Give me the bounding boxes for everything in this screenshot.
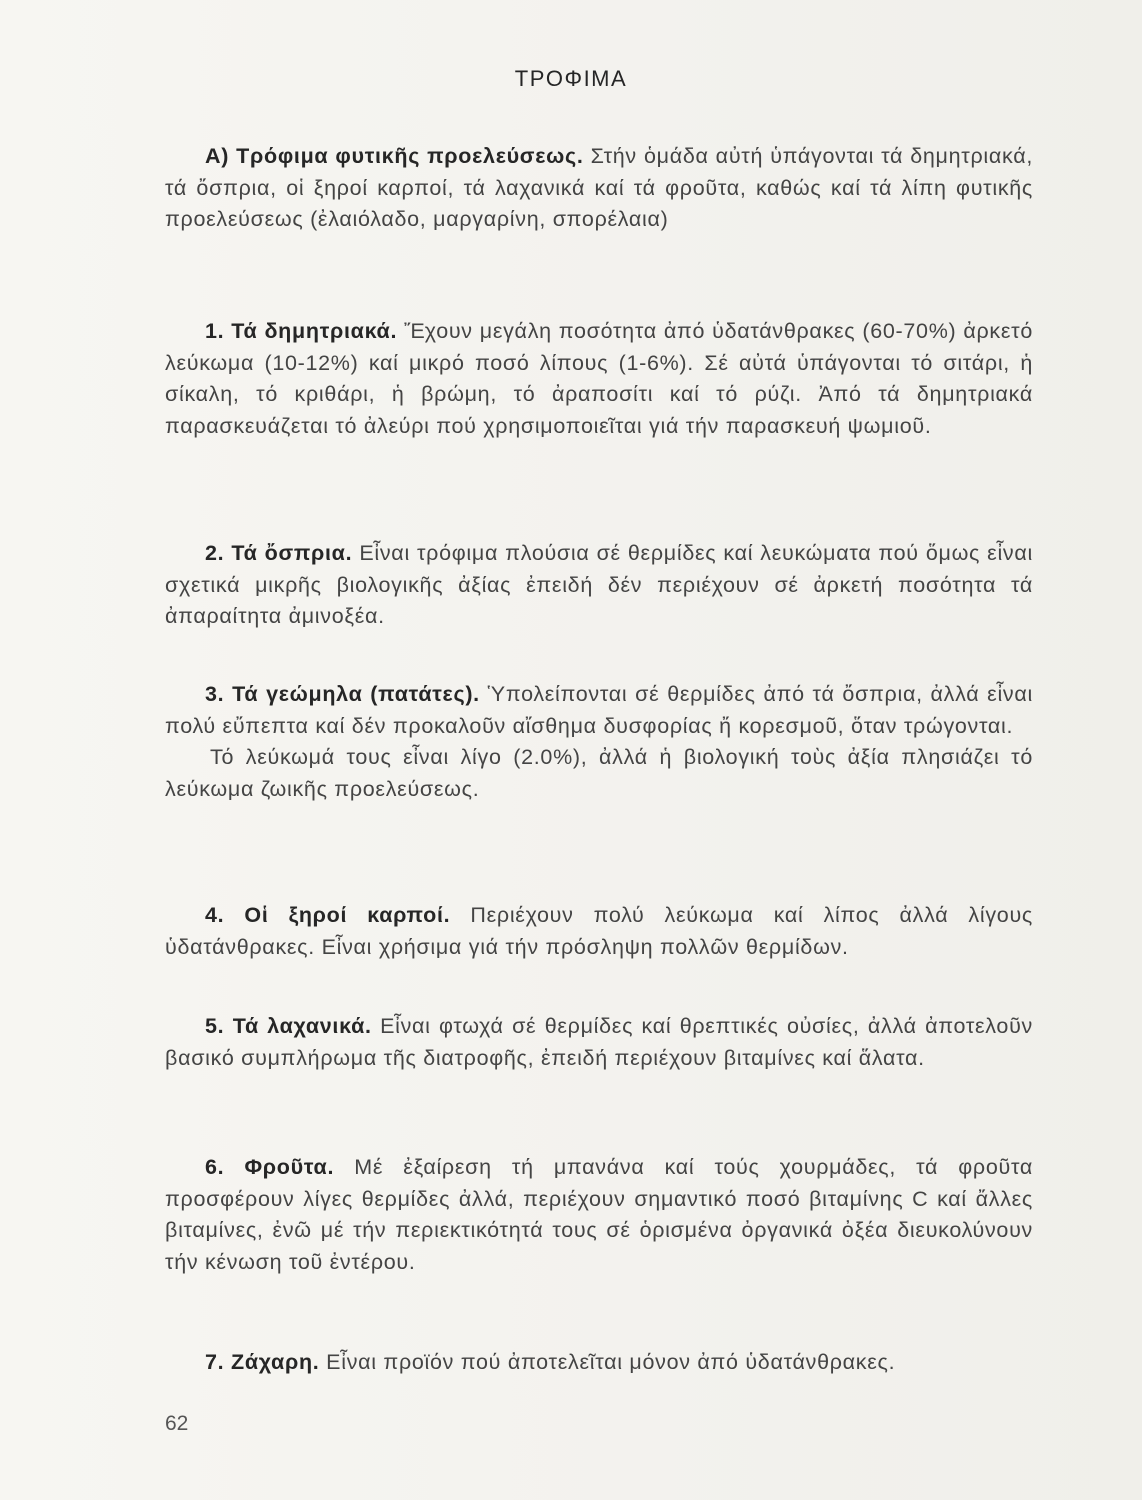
paragraph-text-continued: Τό λεύκωμά τους εἶναι λίγο (2.0%), ἀλλά ἡ βιολογική τοὺς ἀξία πλησιάζει τό λεύκωμα ζωικῆς προελεύσεως.	[165, 745, 1033, 801]
paragraph-text: Εἶναι προϊόν πού ἀποτελεῖται μόνον ἀπό ὑδατάνθρακες.	[326, 1350, 896, 1374]
paragraph-potatoes	[165, 679, 1033, 805]
paragraph-lead: 6. Φροῦτα.	[205, 1155, 335, 1179]
paragraph-lead: Α) Τρόφιμα φυτικῆς προελεύσεως.	[205, 144, 584, 168]
paragraph-text: Στήν ὁμάδα αὐτή ὑπάγονται τά δημητριακά, τά ὄσπρια, οἱ ξηροί καρποί, τά λαχανικά καί τά φροῦτα, καθώς καί τά λίπη φυτικῆς προελεύσεως (ἐλαιόλαδο, μαργαρίνη, σπορέλαια)	[165, 144, 1033, 231]
paragraph-lead: 5. Τά λαχανικά.	[205, 1014, 372, 1038]
paragraph-text: Εἶναι φτωχά σέ θερμίδες καί θρεπτικές οὐσίες, ἀλλά ἀποτελοῦν βασικό συμπλήρωμα τῆς διατροφῆς, ἐπειδή περιέχουν βιταμίνες καί ἅλατα.	[165, 1014, 1033, 1070]
paragraph-nuts	[165, 900, 1033, 963]
page-title: ΤΡΟΦΙΜΑ	[514, 66, 628, 91]
page-number: 62	[165, 1412, 189, 1435]
paragraph-text: Εἶναι τρόφιμα πλούσια σέ θερμίδες καί λευκώματα πού ὅμως εἶναι σχετικά μικρῆς βιολογικῆς ἀξίας ἐπειδή δέν περιέχουν σέ ἀρκετή ποσότητα τά ἀπαραίτητα ἀμινοξέα.	[165, 541, 1033, 628]
paragraph-lead: 1. Τά δημητριακά.	[205, 319, 398, 343]
paragraph-lead: 3. Τά γεώμηλα (πατάτες).	[205, 682, 480, 706]
paragraph-text: Περιέχουν πολύ λεύκωμα καί λίπος ἀλλά λίγους ὑδατάνθρακες. Εἶναι χρήσιμα γιά τήν πρόσληψη πολλῶν θερμίδων.	[165, 903, 1033, 959]
paragraph-fruits	[165, 1152, 1033, 1278]
paragraph-vegetables	[165, 1011, 1033, 1074]
paragraph-text: Ἔχουν μεγάλη ποσότητα ἀπό ὑδατάνθρακες (60-70%) ἀρκετό λεύκωμα (10-12%) καί μικρό ποσό λίπους (1-6%). Σέ αὐτά ὑπάγονται τό σιτάρι, ἡ σίκαλη, τό κριθάρι, ἡ βρώμη, τό ἀραποσίτι καί τό ρύζι. Ἀπό τά δημητριακά παρασκευάζεται τό ἀλεύρι πού χρησιμοποιεῖται γιά τήν παρασκευή ψωμιοῦ.	[165, 319, 1033, 438]
paragraph-cereals	[165, 316, 1033, 442]
paragraph-lead: 7. Ζάχαρη.	[205, 1350, 320, 1374]
paragraph-intro	[165, 141, 1033, 236]
paragraph-lead: 2. Τά ὄσπρια.	[205, 541, 353, 565]
paragraph-legumes	[165, 538, 1033, 633]
paragraph-text: Ὑπολείπονται σέ θερμίδες ἀπό τά ὄσπρια, ἀλλά εἶναι πολύ εὔπεπτα καί δέν προκαλοῦν αἴσθημα δυσφορίας ἤ κορεσμοῦ, ὅταν τρώγονται.	[165, 682, 1033, 738]
paragraph-sugar	[165, 1347, 1033, 1379]
paragraph-text: Μέ ἐξαίρεση τή μπανάνα καί τούς χουρμάδες, τά φροῦτα προσφέρουν λίγες θερμίδες ἀλλά, περιέχουν σημαντικό ποσό βιταμίνης C καί ἄλλες βιταμίνες, ἐνῶ μέ τήν περιεκτικότητά τους σέ ὁρισμένα ὀργανικά ὀξέα διευκολύνουν τήν κένωση τοῦ ἐντέρου.	[165, 1155, 1033, 1274]
paragraph-lead: 4. Οἱ ξηροί καρποί.	[205, 903, 451, 927]
